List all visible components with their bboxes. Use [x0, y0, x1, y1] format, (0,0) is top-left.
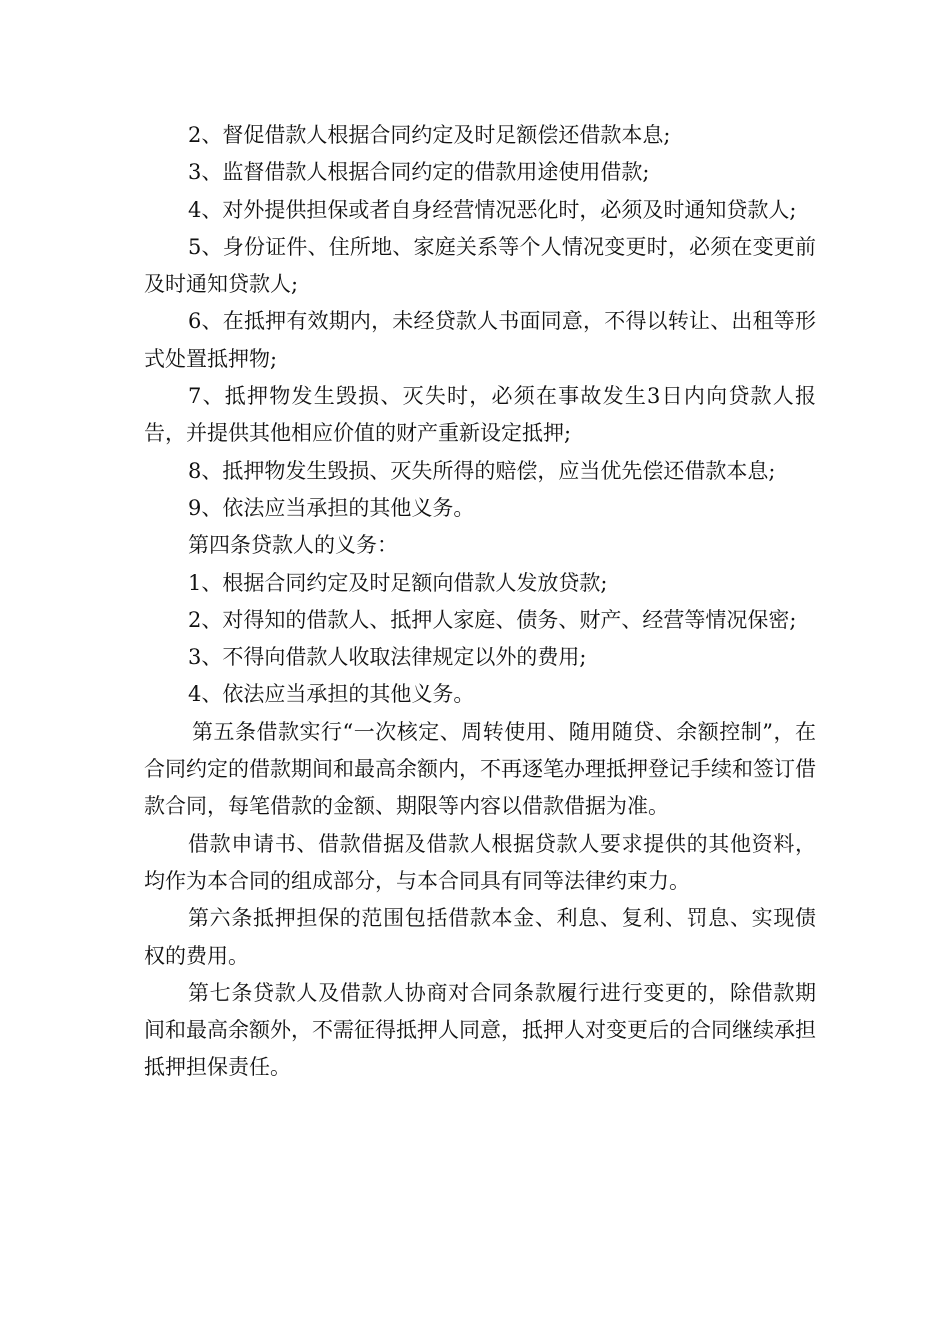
paragraph-obligation-5: 5、身份证件、住所地、家庭关系等个人情况变更时，必须在变更前及时通知贷款人; [144, 234, 816, 297]
article-5-supplement-paragraph: 借款申请书、借款借据及借款人根据贷款人要求提供的其他资料，均作为本合同的组成部分，与本合同具有同等法律约束力。 [144, 831, 816, 893]
document-body [144, 117, 816, 1087]
article-7-paragraph: 第七条贷款人及借款人协商对合同条款履行进行变更的，除借款期间和最高余额外，不需征得抵押人同意，抵押人对变更后的合同继续承担抵押担保责任。 [144, 980, 816, 1080]
paragraph-obligation-6: 6、在抵押有效期内，未经贷款人书面同意，不得以转让、出租等形式处置抵押物; [144, 309, 816, 371]
paragraph-obligation-7: 7、抵押物发生毁损、灭失时，必须在事故发生3日内向贷款人报告，并提供其他相应价值的财产重新设定抵押; [144, 384, 816, 446]
paragraph-obligation-2: 2、督促借款人根据合同约定及时足额偿还借款本息; [188, 123, 671, 147]
paragraph-obligation-3: 3、监督借款人根据合同约定的借款用途使用借款; [188, 160, 650, 185]
article-4-heading: 第四条贷款人的义务： [188, 533, 398, 558]
paragraph-lender-duty-1: 1、根据合同约定及时足额向借款人发放贷款; [188, 570, 608, 595]
paragraph-lender-duty-2: 2、对得知的借款人、抵押人家庭、债务、财产、经营等情况保密; [188, 607, 797, 632]
paragraph-obligation-8: 8、抵押物发生毁损、灭失所得的赔偿，应当优先偿还借款本息; [188, 458, 776, 483]
article-5-paragraph: 第五条借款实行“一次核定、周转使用、随用随贷、余额控制”，在合同约定的借款期间和最高余额内，不再逐笔办理抵押登记手续和签订借款合同，每笔借款的金额、期限等内容以借款借据为准。 [144, 719, 816, 819]
article-6-paragraph: 第六条抵押担保的范围包括借款本金、利息、复利、罚息、实现债权的费用。 [144, 906, 816, 968]
paragraph-lender-duty-4: 4、依法应当承担的其他义务。 [188, 682, 475, 707]
paragraph-lender-duty-3: 3、不得向借款人收取法律规定以外的费用; [188, 645, 587, 670]
paragraph-obligation-4: 4、对外提供担保或者自身经营情况恶化时，必须及时通知贷款人; [188, 197, 797, 222]
paragraph-obligation-9: 9、依法应当承担的其他义务。 [188, 495, 475, 520]
